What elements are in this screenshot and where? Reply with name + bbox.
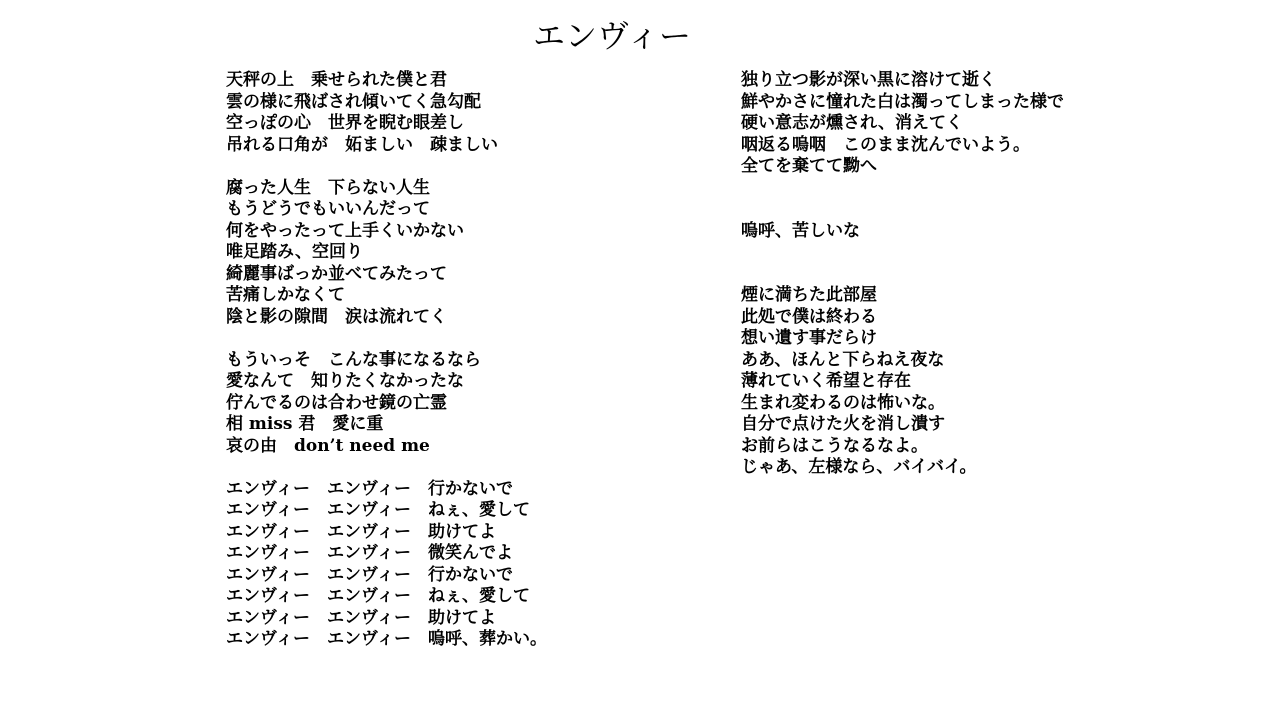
lyric-line: もういっそ こんな事になるなら [226, 349, 481, 370]
lyric-line: 哀の由 don’t need me [226, 435, 430, 456]
lyric-line: 硬い意志が燻され、消えてく [741, 113, 964, 133]
stanza-gap [226, 457, 706, 479]
lyric-line: 鮮やかさに憧れた白は濁ってしまった様で [741, 91, 1064, 112]
lyric-line: 愛なんて 知りたくなかったな [226, 371, 464, 391]
lyric-line: エンヴィー エンヴィー 助けてよ [226, 607, 496, 628]
lyric-line: 煙に満ちた此部屋 [741, 285, 877, 305]
stanza-3 [226, 350, 706, 458]
lyric-line: エンヴィー エンヴィー 嗚呼、葬かい。 [226, 629, 547, 649]
stanza-6 [741, 221, 1241, 243]
lyrics-left-column [226, 70, 706, 651]
lyric-line: 独り立つ影が深い黒に溶けて逝く [741, 70, 996, 90]
lyric-line: 腐った人生 下らない人生 [226, 177, 430, 198]
lyric-line: エンヴィー エンヴィー 助けてよ [226, 521, 496, 542]
lyric-line: 薄れていく希望と存在 [741, 371, 911, 391]
stanza-2 [226, 178, 706, 329]
lyric-line: エンヴィー エンヴィー 行かないで [226, 478, 513, 499]
lyric-line: 嗚呼、苦しいな [741, 220, 860, 241]
stanza-gap [226, 328, 706, 350]
stanza-4 [226, 479, 706, 651]
lyric-line: 綺麗事ばっか並べてみたって [226, 263, 447, 284]
lyric-line: 自分で点けた火を消し潰す [741, 414, 945, 434]
lyric-line: ああ、ほんと下らねえ夜な [741, 349, 945, 370]
lyric-line: 咽返る嗚咽 このまま沈んでいよう。 [741, 134, 1030, 155]
lyric-line: 苦痛しかなくて [226, 285, 345, 305]
lyric-line: 此処で僕は終わる [741, 306, 877, 327]
lyric-line: 想い遺す事だらけ [741, 328, 877, 348]
lyric-line: 唯足踏み、空回り [226, 242, 364, 262]
lyric-line: エンヴィー エンヴィー 行かないで [226, 564, 513, 585]
lyric-line: 相 miss 君 愛に重 [226, 414, 384, 434]
lyrics-right-column [741, 70, 1241, 479]
stanza-5 [741, 70, 1241, 178]
stanza-1 [226, 70, 706, 156]
stanza-gap [741, 178, 1241, 221]
lyric-line: 雲の様に飛ばされ傾いてく急勾配 [226, 91, 481, 112]
lyric-line: 天秤の上 乗せられた僕と君 [226, 70, 447, 90]
stanza-gap [741, 242, 1241, 285]
lyric-line: エンヴィー エンヴィー 微笑んでよ [226, 543, 513, 563]
lyric-line: 吊れる口角が 妬ましい 疎ましい [226, 134, 498, 155]
lyric-line: 陰と影の隙間 涙は流れてく [226, 306, 447, 327]
lyric-line: 全てを棄てて黝へ [741, 156, 877, 176]
stanza-gap [226, 156, 706, 178]
lyric-line: お前らはこうなるなよ。 [741, 435, 928, 456]
lyric-line: 何をやったって上手くいかない [226, 220, 464, 241]
lyric-line: エンヴィー エンヴィー ねぇ、愛して [226, 586, 530, 606]
lyric-line: 佇んでるのは合わせ鏡の亡霊 [226, 392, 447, 413]
lyric-line: 生まれ変わるのは怖いな。 [741, 392, 945, 413]
stanza-7 [741, 285, 1241, 479]
page-title: エンヴィー [532, 17, 692, 55]
lyric-line: じゃあ、左様なら、バイバイ。 [741, 457, 977, 477]
lyric-line: もうどうでもいいんだって [226, 199, 430, 219]
lyric-line: 空っぽの心 世界を睨む眼差し [226, 113, 464, 133]
lyric-line: エンヴィー エンヴィー ねぇ、愛して [226, 500, 530, 520]
